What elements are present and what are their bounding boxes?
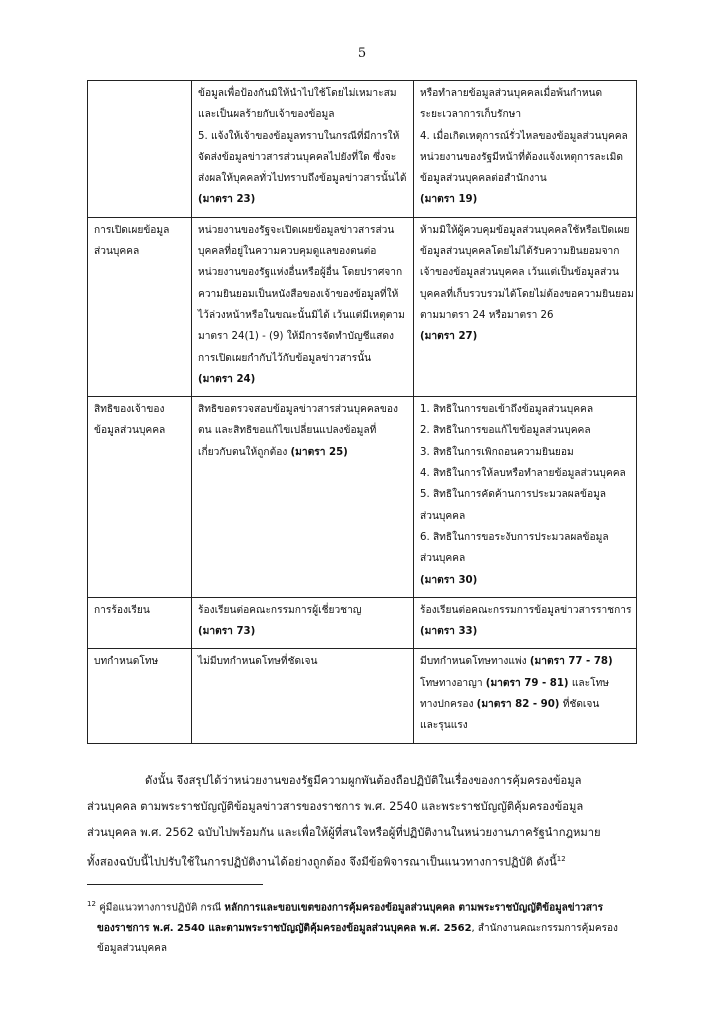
cell-line: 5. แจ้งให้เจ้าของข้อมูลทราบในกรณีที่มีการให้ [198,130,400,142]
row-topic-cell [88,649,192,743]
cell-line: 3. สิทธิในการเพิกถอนความยินยอม [420,446,574,458]
cell-line: ข้อมูลส่วนบุคคล [94,425,166,437]
table-row [88,397,637,598]
cell-line: ส่วนบุคคล [94,246,140,258]
statute-reference: (มาตรา 23) [198,194,256,206]
conclusion-line: ส่วนบุคคล ตามพระราชบัญญัติข้อมูลข่าวสารของราชการ พ.ศ. 2540 และพระราชบัญญัติคุ้มครองข้อมูล [87,800,584,813]
cell-line: ความยินยอมเป็นหนังสือของเจ้าของข้อมูลที่ให้ [198,288,399,300]
cell-line: ส่วนบุคคล [420,510,466,522]
footnote-line-2 [87,919,647,940]
conclusion-line: ส่วนบุคคล พ.ศ. 2562 ฉบับไปพร้อมกัน และเพื่อให้ผู้ที่สนใจหรือผู้ที่ปฏิบัติงานในหน่วยงานภาครัฐนำกฎหมาย [87,826,601,839]
page-number: 5 [357,46,367,61]
pdpa-cell [414,217,637,396]
cell-line: บุคคลที่เก็บรวบรวมได้โดยไม่ต้องขอความยินยอม [420,288,634,300]
cell-line [420,570,630,591]
cell-line: เจ้าของข้อมูลส่วนบุคคล เว้นแต่เป็นข้อมูลส่วน [420,267,619,279]
cell-line: สิทธิของเจ้าของ [94,404,165,416]
footnote-prefix: คู่มือแนวทางการปฏิบัติ กรณี [99,902,225,914]
cell-line: เกี่ยวกับตนให้ถูกต้อง (มาตรา 25) [198,446,348,458]
statute-reference: (มาตรา 73) [198,626,256,638]
statute-reference: (มาตรา 30) [420,574,478,586]
statute-reference: (มาตรา 77 - 78) [529,656,613,668]
cell-line: จัดส่งข้อมูลข่าวสารส่วนบุคคลไปยังที่ใด ซึ่งจะ [198,151,397,163]
cell-line: และรุนแรง [420,720,468,732]
official-info-act-cell [192,597,414,649]
cell-line: มาตรา 24(1) - (9) ให้มีการจัดทำบัญชีแสดง [198,331,394,343]
statute-reference: (มาตรา 25) [290,446,348,458]
statute-reference: (มาตรา 19) [420,194,478,206]
row-topic-cell [88,81,192,218]
official-info-act-cell [192,81,414,218]
row-topic-cell [88,397,192,598]
footnote [87,894,647,960]
conclusion-line: ดังนั้น จึงสรุปได้ว่าหน่วยงานของรัฐมีความผูกพันต้องถือปฏิบัติในเรื่องของการคุ้มครองข้อมูล [145,774,582,787]
footnote-title-part-2: ของราชการ พ.ศ. 2540 และตามพระราชบัญญัติคุ้มครองข้อมูลส่วนบุคคล พ.ศ. 2562 [97,922,472,934]
footnote-publisher: , สำนักงานคณะกรรมการคุ้มครอง [471,922,618,934]
cell-line: การเปิดเผยกำกับไว้กับข้อมูลข่าวสารนั้น [198,352,372,364]
conclusion-line-last [87,846,639,876]
cell-line [198,369,407,390]
cell-line: 6. สิทธิในการขอระงับการประมวลผลข้อมูล [420,531,609,543]
cell-line: ส่งผลให้บุคคลทั่วไปทราบถึงข้อมูลข่าวสารนั้นได้ [198,173,407,185]
cell-line: มีบทกำหนดโทษทางแพ่ง (มาตรา 77 - 78) [420,656,613,668]
statute-reference: (มาตรา 24) [198,373,256,385]
row-topic-cell [88,597,192,649]
cell-line: ระยะเวลาการเก็บรักษา [420,109,522,121]
cell-line: การเปิดเผยข้อมูล [94,224,170,236]
cell-line: ข้อมูลส่วนบุคคลโดยไม่ได้รับความยินยอมจาก [420,246,620,258]
cell-line: หน่วยงานของรัฐมีหน้าที่ต้องแจ้งเหตุการละเมิด [420,151,623,163]
cell-line: 4. เมื่อเกิดเหตุการณ์รั่วไหลของข้อมูลส่วนบุคคล [420,130,628,142]
cell-line: หน่วยงานของรัฐแห่งอื่นหรือผู้อื่น โดยปราศจาก [198,267,403,279]
cell-line [420,621,630,642]
cell-line [420,326,630,347]
cell-line: สิทธิขอตรวจสอบข้อมูลข่าวสารส่วนบุคคลของ [198,404,398,416]
statute-reference: (มาตรา 79 - 81) [485,677,569,689]
row-topic-cell [88,217,192,396]
cell-line: ข้อมูลเพื่อป้องกันมิให้นำไปใช้โดยไม่เหมาะสม [198,88,397,99]
pdpa-cell [414,81,637,218]
pdpa-cell [414,597,637,649]
cell-line: ตน และสิทธิขอแก้ไขเปลี่ยนแปลงข้อมูลที่ [198,425,377,437]
pdpa-cell [414,649,637,743]
footnote-line-1 [87,894,647,919]
table-row [88,597,637,649]
official-info-act-cell [192,397,414,598]
cell-line: โทษทางอาญา (มาตรา 79 - 81) และโทษ [420,677,609,689]
conclusion-line-text: ทั้งสองฉบับนี้ไปปรับใช้ในการปฏิบัติงานได้อย่างถูกต้อง จึงมีข้อพิจารณาเป็นแนวทางการปฏิบัติ ดังนี้ [87,855,557,869]
footnote-marker: 12 [87,900,96,908]
cell-line: 1. สิทธิในการขอเข้าถึงข้อมูลส่วนบุคคล [420,404,594,416]
cell-line: ไม่มีบทกำหนดโทษที่ชัดเจน [198,656,318,668]
official-info-act-cell [192,217,414,396]
statute-reference: (มาตรา 33) [420,626,478,638]
cell-line [420,189,630,210]
table-row [88,81,637,218]
cell-line: 5. สิทธิในการคัดค้านการประมวลผลข้อมูล [420,489,607,501]
cell-line: ร้องเรียนต่อคณะกรรมการผู้เชี่ยวชาญ [198,604,362,616]
cell-line: หน่วยงานของรัฐจะเปิดเผยข้อมูลข่าวสารส่วน [198,224,395,236]
cell-line: 2. สิทธิในการขอแก้ไขข้อมูลส่วนบุคคล [420,425,591,437]
cell-line: บุคคลที่อยู่ในความควบคุมดูแลของตนต่อ [198,246,377,258]
cell-line: ร้องเรียนต่อคณะกรรมการข้อมูลข่าวสารราชการ [420,604,632,616]
cell-line: ตามมาตรา 24 หรือมาตรา 26 [420,309,554,321]
table-row [88,649,637,743]
footnote-reference[interactable]: 12 [556,855,566,863]
footnote-line-3: ข้อมูลส่วนบุคคล [97,943,167,955]
conclusion-paragraph [87,768,639,876]
cell-line: ส่วนบุคคล [420,553,466,565]
footnote-title-part-1: หลักการและขอบเขตของการคุ้มครองข้อมูลส่วนบุคคล ตามพระราชบัญญัติข้อมูลข่าวสาร [224,902,603,914]
table-row [88,217,637,396]
cell-line: 4. สิทธิในการให้ลบหรือทำลายข้อมูลส่วนบุคคล [420,468,626,480]
cell-line: ไว้ล่วงหน้าหรือในขณะนั้นมิได้ เว้นแต่มีเหตุตาม [198,309,405,321]
cell-line: การร้องเรียน [94,604,150,616]
cell-line: ข้อมูลส่วนบุคคลต่อสำนักงาน [420,173,547,185]
pdpa-cell [414,397,637,598]
statute-reference: (มาตรา 27) [420,331,478,343]
cell-line: ทางปกครอง (มาตรา 82 - 90) ที่ชัดเจน [420,699,600,711]
official-info-act-cell [192,649,414,743]
comparison-table [87,80,637,744]
cell-line: ห้ามมิให้ผู้ควบคุมข้อมูลส่วนบุคคลใช้หรือเปิดเผย [420,224,630,236]
comparison-table-body [88,81,637,744]
cell-line: และเป็นผลร้ายกับเจ้าของข้อมูล [198,109,335,121]
footnote-separator [87,884,263,885]
cell-line [198,189,407,210]
cell-line: หรือทำลายข้อมูลส่วนบุคคลเมื่อพ้นกำหนด [420,88,603,99]
cell-line: บทกำหนดโทษ [94,656,159,668]
cell-line [198,621,407,642]
statute-reference: (มาตรา 82 - 90) [476,699,560,711]
